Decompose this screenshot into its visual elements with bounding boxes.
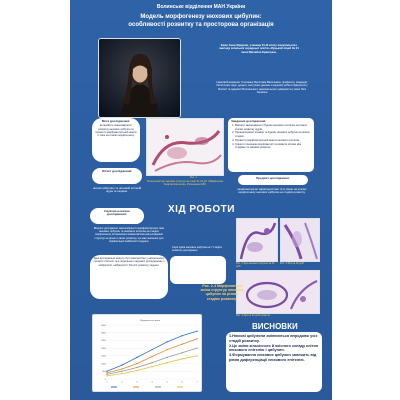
series-4-point [151, 366, 152, 367]
y-tick-label: 500 [102, 371, 106, 374]
y-tick-label: 2000 [101, 347, 106, 350]
progress-title: ХІД РОБОТИ [168, 204, 235, 215]
series-1-point [151, 349, 152, 350]
organization-name: Волинське відділення МАН України [156, 4, 246, 10]
task-item: 1. Вивчити закономірності будови нюхового епітелію на різних етапах розвитку щурів. [235, 124, 311, 131]
series-2-point [151, 356, 152, 357]
task-item: 4. Оцінити показники морфометрії та виявити зв'язки між стадіями та змінами розвитку. [235, 143, 311, 150]
series-4-point [121, 373, 122, 374]
author-photo [98, 38, 181, 118]
conclusion-item: 3.Формування нюхових цибулин залежить від рівня диференціації нюхового епітелію. [229, 353, 317, 362]
x-tick-label: 7 [196, 381, 198, 384]
series-2-point [166, 349, 167, 350]
series-line-1 [107, 331, 197, 371]
author-info: Каюк Анна Фрідина, учениця 10-Ф класу комунального закладу загальної середньої освіти «Луцький ліцей № 21 імені Михайла Кравчука» [219, 43, 299, 54]
conclusions-title: ВИСНОВКИ [252, 322, 298, 331]
novelty-title-panel [90, 208, 144, 224]
x-tick-label: 4 [151, 381, 153, 384]
work-note-panel [170, 256, 226, 284]
subject-text: морфометричні характеристики та їх зміни на етапах морфогенезу нюхових цибулин на стадіях розвитку. [237, 187, 307, 195]
micrograph-3-caption: Рис. 3 Зріз на 18 добі [280, 262, 304, 265]
series-1-point [106, 371, 107, 372]
conclusions-panel [226, 332, 322, 392]
series-1-point [166, 341, 167, 342]
aim-panel [92, 118, 140, 162]
conclusion-item: 1.Нюхові цибулини змінюються впродовж усіх стадій розвитку. [229, 334, 318, 343]
micrograph-2-caption: Рис. 2 Зріз нюхових цибулин на 16 добі [236, 262, 275, 268]
series-3-point [181, 352, 182, 353]
series-4-point [106, 375, 107, 376]
x-tick-label: 3 [136, 381, 138, 384]
poster-title-line1: Модель морфогенезу нюхових цибулин: [140, 14, 262, 20]
advisor-info: Науковий керівник: Степанюк Ярослава Васильвна, професор, кандидат біологічних наук, доцент, заступник декана з наукової роботи факультету біології та здоров'я Волинського національного університету імені Лесі Українки [216, 81, 308, 94]
series-3-point [196, 347, 197, 348]
novelty-text: Вперше досліджено закономірності морфометричних змін нюхових цибулин та нюхового епітелію на стадіях морфогенезу, встановлено взаємозв'язок між розмірами структур на різних етапах розвитку, що має значення для порівняльної ембріології людини. [93, 227, 165, 243]
tasks-panel [228, 118, 314, 172]
y-tick-label: 1500 [101, 355, 106, 358]
tasks-title: Завдання дослідження: [231, 119, 267, 123]
object-title: Об'єкт дослідження: [101, 169, 133, 173]
series-1-point [181, 335, 182, 336]
chart-panel [92, 314, 202, 392]
y-tick-label: 2500 [101, 340, 106, 343]
work-note: Серії зрізів нюхових цибулин на 7 стадіях розвитку досліджено. [172, 246, 222, 253]
series-2-point [181, 344, 182, 345]
conclusion-item: 2.Це зміни кількісного й якісного складу клітин нюхового епітелію і цибулин. [229, 343, 319, 353]
series-1-point [196, 330, 197, 331]
task-item: 3. Провести морфометричний аналіз нюхового епітелію. [235, 139, 311, 142]
figure-caption: Рис. 2-4 Морфологічні зміни структур нюхових цибулин на різних стадіях розвитку [200, 284, 244, 301]
object-text: нюхові цибулини та нюховий епітелій щура та людини. [92, 186, 142, 194]
x-tick-label: 5 [166, 381, 168, 384]
chart-title: Морфологічні зміни [140, 320, 160, 322]
series-3-point [121, 371, 122, 372]
y-tick-label: 3500 [101, 324, 106, 327]
series-1-point [136, 357, 137, 358]
y-tick-label: 1000 [101, 363, 106, 366]
series-4-point [181, 358, 182, 359]
series-2-point [196, 338, 197, 339]
series-3-point [106, 374, 107, 375]
aim-text: встановити закономірності розвитку нюхових цибулин та провести морфометричний аналіз їх змін на етапах морфогенезу. [95, 124, 137, 138]
figure-1-micrograph [146, 118, 224, 176]
figure-1-label: Рис. 1 [190, 176, 197, 179]
object-panel [92, 168, 142, 184]
y-tick-label: 3000 [101, 332, 106, 335]
novelty-title: Наукова новизна дослідження: [104, 209, 130, 217]
tasks-list [231, 124, 311, 149]
series-3-point [136, 367, 137, 368]
practical-text: Дані дослідження можуть бути використані у навчальному процесі з біології та в подальших наукових дослідженнях з ембріології, ембріології і біології розвитку людини. [93, 257, 165, 267]
task-item: 2. Проаналізувати розміри та будову нюхових цибулин на різних стадіях. [235, 131, 311, 138]
subject-title: Предмет дослідження: [256, 176, 290, 180]
figure-1-caption: Поперечний зріз нюхових структур на стадії 16–18 діб. Забарвлення Гематоксилін-еозин, збільшення х200. [147, 180, 223, 186]
series-4-point [166, 362, 167, 363]
series-2-point [136, 363, 137, 364]
aim-title: Мета дослідження: [101, 119, 131, 123]
practical-panel [90, 255, 168, 299]
line-chart [93, 315, 202, 392]
series-line-3 [107, 348, 197, 374]
series-1-point [121, 364, 122, 365]
series-3-point [166, 357, 167, 358]
subject-panel [238, 175, 308, 185]
x-tick-label: 1 [106, 381, 108, 384]
poster [70, 0, 332, 400]
poster-title-line2: особливості розвитку та просторова організація [128, 22, 274, 28]
micrograph-4-caption: Рис. 4 Зріз на 20 добі розвитку [236, 314, 271, 317]
micrograph-3 [280, 218, 320, 262]
series-4-point [196, 355, 197, 356]
micrograph-4 [236, 270, 320, 314]
series-4-point [136, 370, 137, 371]
series-2-point [121, 368, 122, 369]
series-2-point [106, 372, 107, 373]
x-tick-label: 6 [181, 381, 183, 384]
x-tick-label: 2 [121, 381, 123, 384]
y-tick-label: 0 [104, 378, 106, 381]
micrograph-2 [236, 218, 278, 262]
series-3-point [151, 362, 152, 363]
